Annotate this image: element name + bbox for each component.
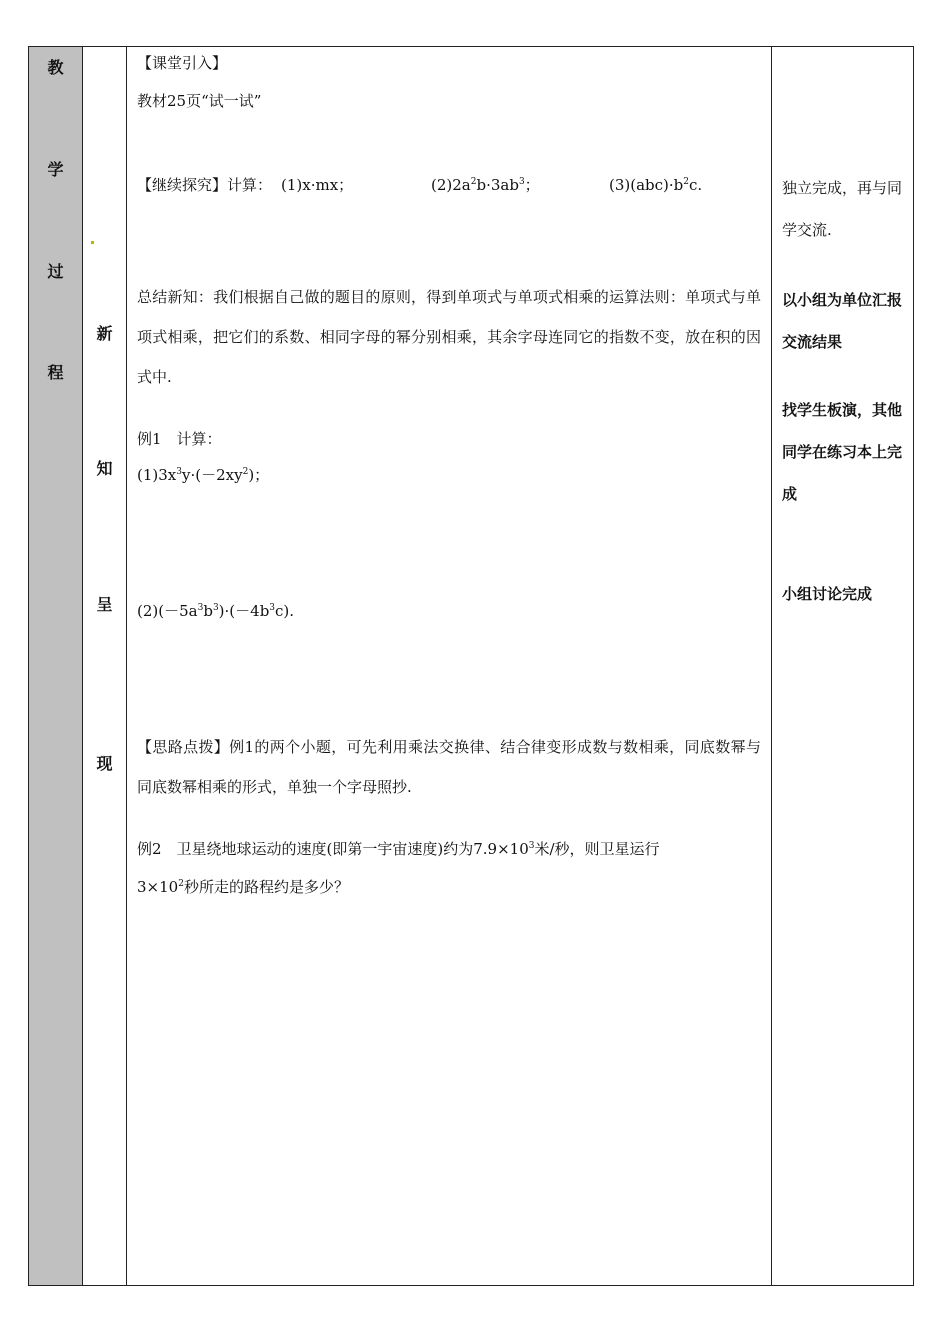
process-column (29, 47, 83, 1285)
explore-label: 【继续探究】计算： (137, 176, 273, 194)
example2-line-2: $3\times 10^2$秒所走的路程约是多少？ (137, 878, 349, 896)
stage-column (83, 47, 127, 1285)
explore-item-2: $(2)2a^2b\cdot 3ab^3$； (431, 176, 540, 194)
lesson-table (28, 46, 914, 1286)
example1-title: 例1 计算： (137, 430, 222, 448)
side-note-4: 小组讨论完成 (782, 585, 873, 603)
stage-char-3: 呈 (96, 595, 113, 614)
process-char-1: 教 (47, 58, 64, 77)
explore-item-3: $(3)(abc)\cdot b^2c$. (609, 176, 703, 194)
example1-part2: $(2)(-5a^3b^3)\cdot(-4b^3c)$. (137, 602, 295, 620)
content-column (127, 47, 772, 1285)
example2-line-1: 例2 卫星绕地球运动的速度(即第一宇宙速度)约为$7.9\times 10^3$米/秒，则卫星运行 (137, 840, 660, 858)
stage-char-4: 现 (96, 754, 113, 773)
summary-paragraph: 总结新知：我们根据自己做的题目的原则，得到单项式与单项式相乘的运算法则：单项式与单项式相乘，把它们的系数、相同字母的幂分别相乘，其余字母连同它的指数不变，放在积的因式中. (137, 288, 761, 386)
side-note-3: 找学生板演，其他同学在练习本上完成 (782, 401, 903, 503)
side-note-1: 独立完成，再与同学交流. (782, 179, 903, 239)
notes-column (772, 47, 913, 1285)
decorative-dot (91, 241, 94, 244)
example1-part1: $(1)3x^3y\cdot(-2xy^2)$； (137, 466, 270, 484)
intro-line: 教材25页“试一试” (137, 92, 262, 110)
stage-char-2: 知 (96, 459, 113, 478)
intro-heading: 【课堂引入】 (137, 54, 228, 72)
hint-paragraph: 【思路点拨】例1的两个小题，可先利用乘法交换律、结合律变形成数与数相乘，同底数幂与同底数幂相乘的形式，单独一个字母照抄. (137, 738, 761, 796)
process-char-2: 学 (47, 160, 64, 179)
stage-char-1: 新 (96, 324, 113, 343)
explore-item-1: (1)x·mx； (281, 176, 354, 194)
process-char-3: 过 (47, 262, 64, 281)
side-note-2: 以小组为单位汇报交流结果 (782, 291, 903, 351)
process-char-4: 程 (47, 363, 64, 382)
